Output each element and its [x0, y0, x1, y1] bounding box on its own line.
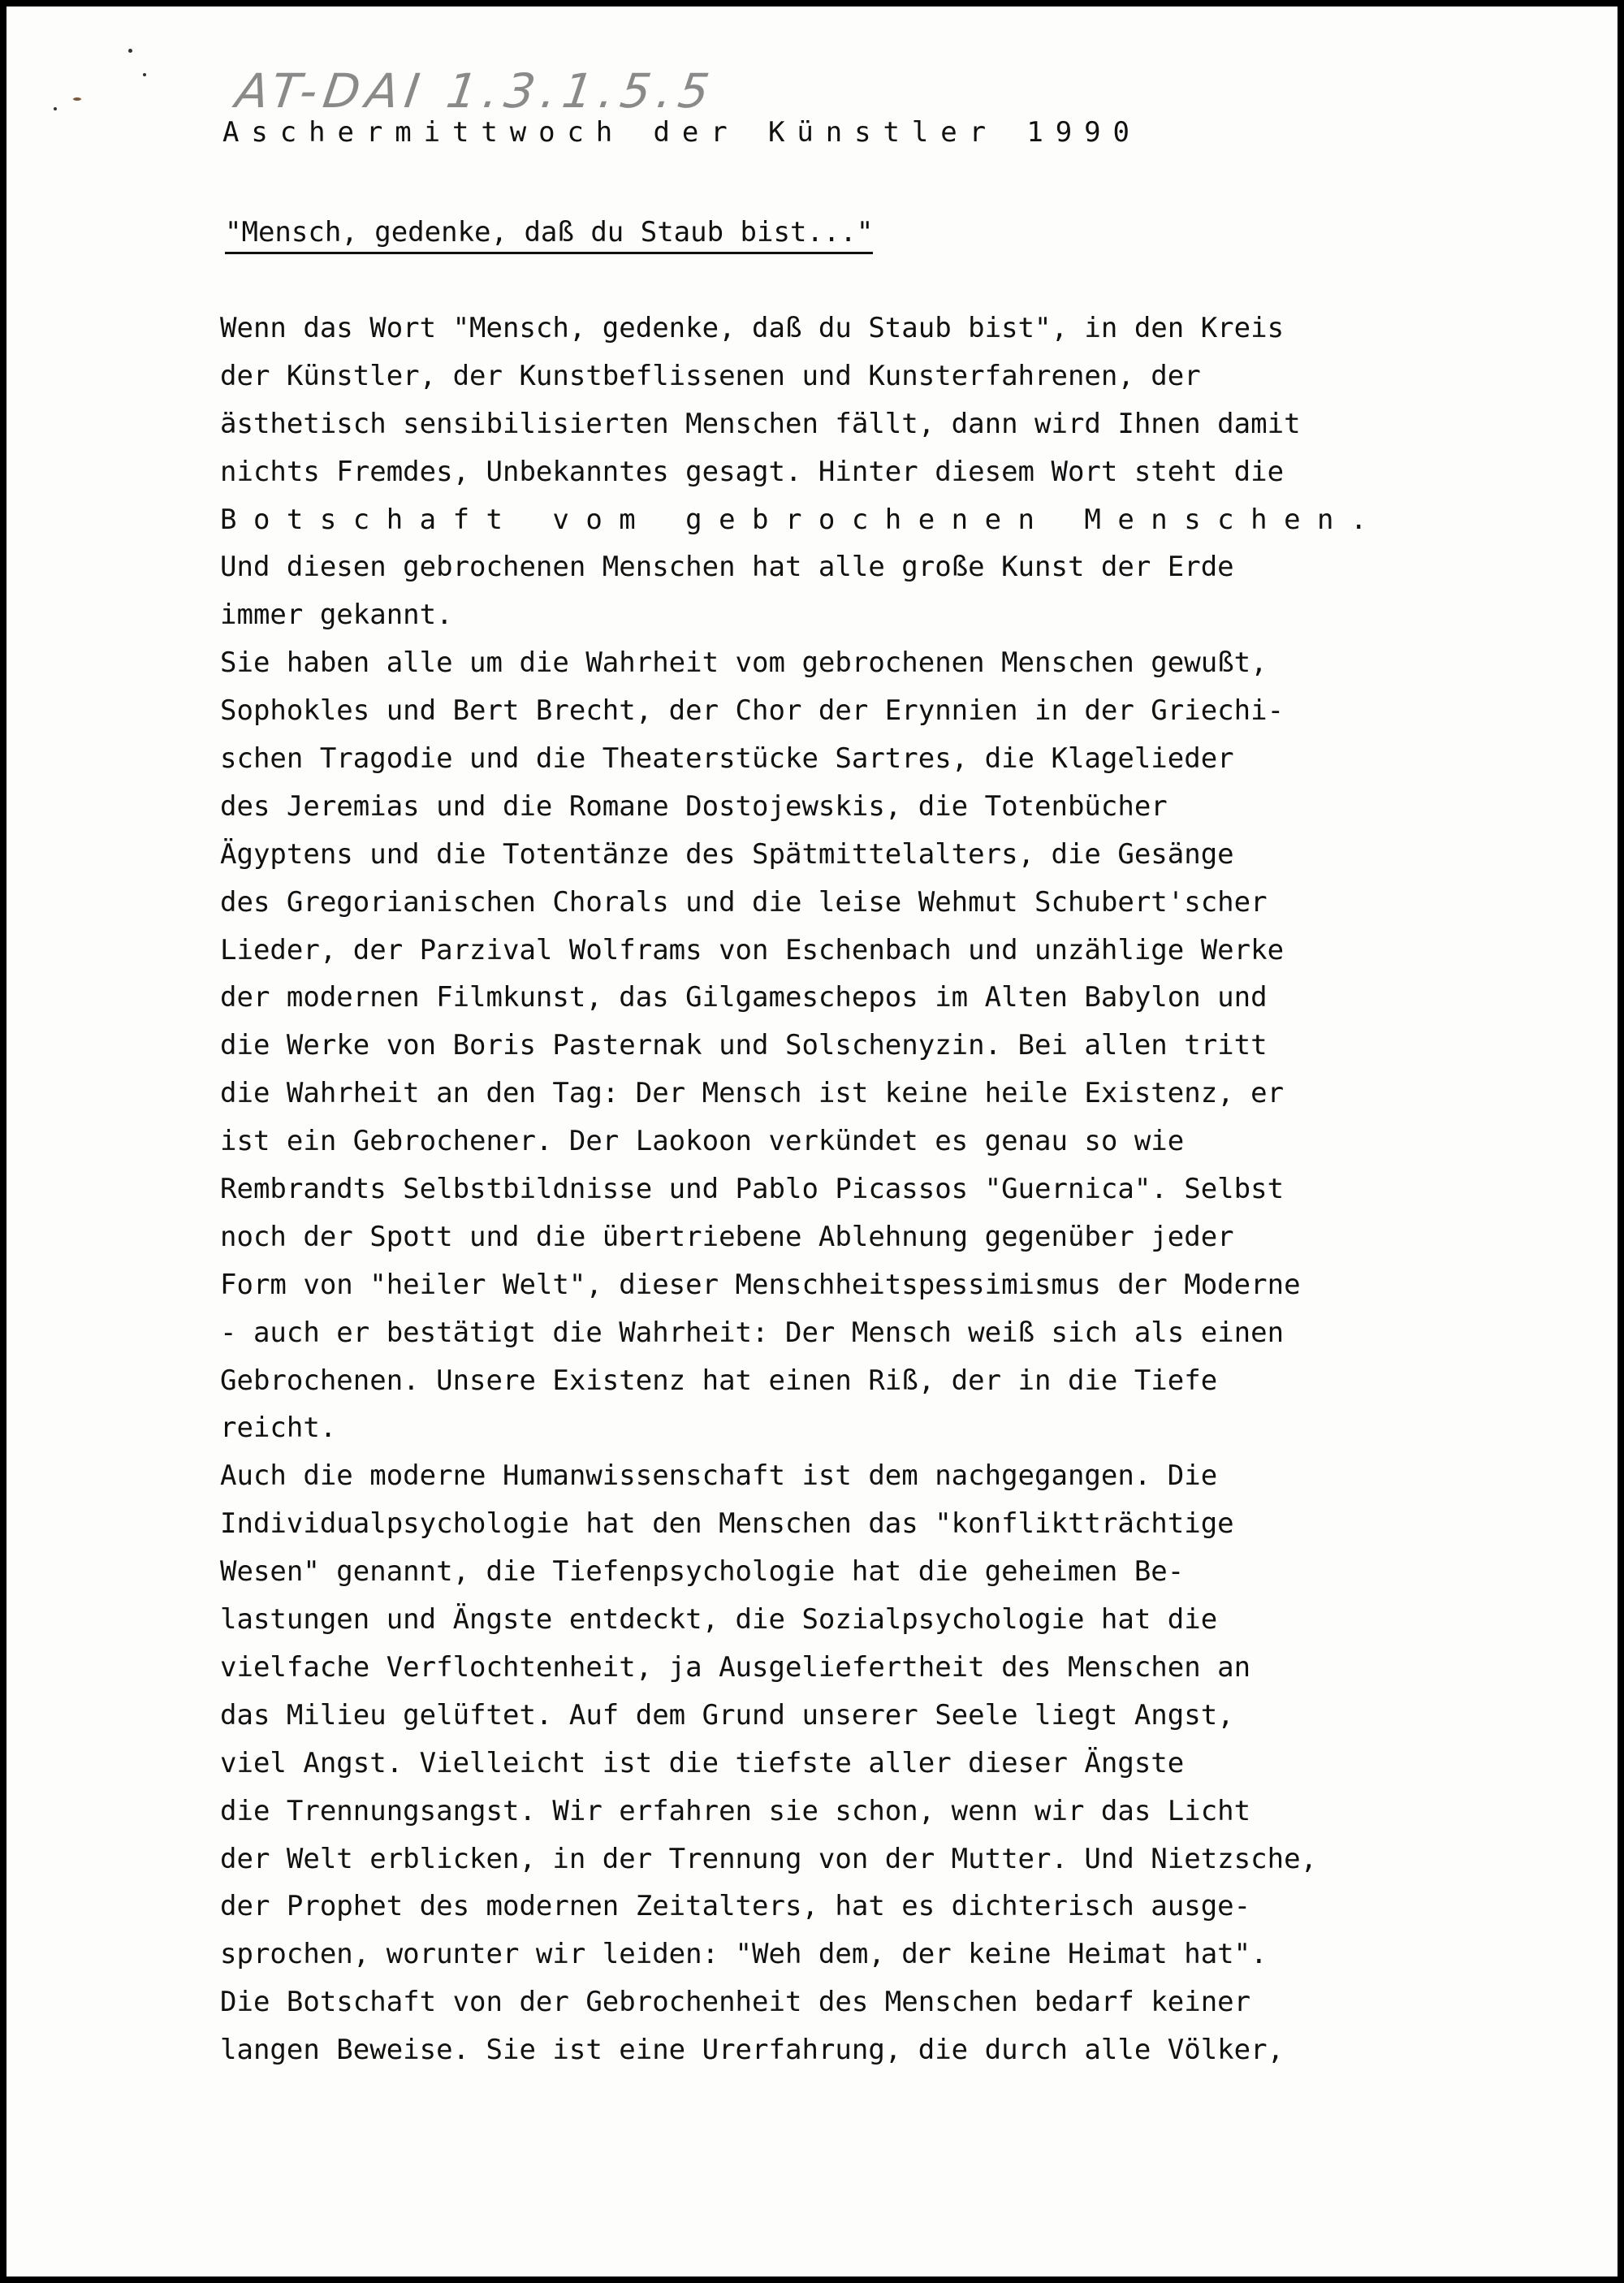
text-line: die Werke von Boris Pasternak und Solschenyzin. Bei allen tritt — [220, 1029, 1268, 1062]
ink-speck — [54, 107, 57, 110]
text-line: B o t s c h a f t v o m g e b r o c h e n e n M e n s c h e n . — [220, 503, 1367, 536]
archive-signature: AT-DAI 1.3.1.5.5 — [232, 63, 719, 119]
text-line: Wesen" genannt, die Tiefenpsychologie hat die geheimen Be- — [220, 1555, 1185, 1589]
text-line: immer gekannt. — [220, 599, 453, 632]
text-line: ästhetisch sensibilisierten Menschen fällt, dann wird Ihnen damit — [220, 407, 1301, 440]
ink-speck — [73, 97, 81, 101]
text-line: des Gregorianischen Chorals und die leise Wehmut Schubert'scher — [220, 885, 1268, 919]
text-line: viel Angst. Vielleicht ist die tiefste aller dieser Ängste — [220, 1746, 1185, 1779]
text-line: langen Beweise. Sie ist eine Urerfahrung, die durch alle Völker, — [220, 2034, 1285, 2067]
text-line: Gebrochenen. Unsere Existenz hat einen Riß, der in die Tiefe — [220, 1364, 1218, 1397]
text-line: ist ein Gebrochener. Der Laokoon verkündet es genau so wie — [220, 1125, 1185, 1158]
text-line: lastungen und Ängste entdeckt, die Sozialpsychologie hat die — [220, 1603, 1218, 1637]
document-heading: Aschermittwoch der Künstler 1990 — [222, 116, 1142, 149]
text-line: der Prophet des modernen Zeitalters, hat es dichterisch ausge- — [220, 1890, 1251, 1923]
ink-speck — [128, 49, 132, 53]
text-line: der modernen Filmkunst, das Gilgameschepos im Alten Babylon und — [220, 981, 1268, 1014]
text-line: Und diesen gebrochenen Menschen hat alle große Kunst der Erde — [220, 551, 1234, 584]
text-line: schen Tragodie und die Theaterstücke Sartres, die Klagelieder — [220, 742, 1234, 776]
text-line: vielfache Verflochtenheit, ja Ausgeliefertheit des Menschen an — [220, 1650, 1251, 1684]
text-line: der Künstler, der Kunstbeflissenen und Kunsterfahrenen, der — [220, 359, 1201, 392]
text-line: nichts Fremdes, Unbekanntes gesagt. Hinter diesem Wort steht die — [220, 455, 1285, 488]
text-line: Die Botschaft von der Gebrochenheit des Menschen bedarf keiner — [220, 1986, 1251, 2019]
ink-speck — [143, 73, 146, 76]
text-line: des Jeremias und die Romane Dostojewskis, die Totenbücher — [220, 789, 1168, 823]
text-line: Sophokles und Bert Brecht, der Chor der Erynnien in der Griechi- — [220, 694, 1285, 728]
document-page — [6, 6, 1618, 2277]
text-line: sprochen, worunter wir leiden: "Weh dem, der keine Heimat hat". — [220, 1938, 1268, 1971]
text-line: das Milieu gelüftet. Auf dem Grund unserer Seele liegt Angst, — [220, 1698, 1234, 1732]
text-line: Lieder, der Parzival Wolframs von Eschenbach und unzählige Werke — [220, 933, 1285, 966]
text-line: Rembrandts Selbstbildnisse und Pablo Picassos "Guernica". Selbst — [220, 1173, 1285, 1206]
text-line: Form von "heiler Welt", dieser Menschheitspessimismus der Moderne — [220, 1268, 1301, 1301]
text-line: die Trennungsangst. Wir erfahren sie schon, wenn wir das Licht — [220, 1794, 1251, 1827]
text-line: Individualpsychologie hat den Menschen das "konfliktträchtige — [220, 1507, 1234, 1541]
text-line: Wenn das Wort "Mensch, gedenke, daß du Staub bist", in den Kreis — [220, 312, 1285, 344]
text-line: die Wahrheit an den Tag: Der Mensch ist keine heile Existenz, er — [220, 1077, 1285, 1110]
text-line: reicht. — [220, 1412, 337, 1445]
text-line: Sie haben alle um die Wahrheit vom gebrochenen Menschen gewußt, — [220, 646, 1268, 680]
text-line: der Welt erblicken, in der Trennung von der Mutter. Und Nietzsche, — [220, 1842, 1318, 1875]
body-text — [220, 305, 1600, 2074]
text-line: - auch er bestätigt die Wahrheit: Der Mensch weiß sich als einen — [220, 1316, 1285, 1349]
document-title: "Mensch, gedenke, daß du Staub bist..." — [225, 214, 873, 254]
text-line: Auch die moderne Humanwissenschaft ist dem nachgegangen. Die — [220, 1459, 1218, 1493]
text-line: noch der Spott und die übertriebene Ablehnung gegenüber jeder — [220, 1220, 1234, 1253]
text-line: Ägyptens und die Totentänze des Spätmittelalters, die Gesänge — [220, 837, 1234, 871]
